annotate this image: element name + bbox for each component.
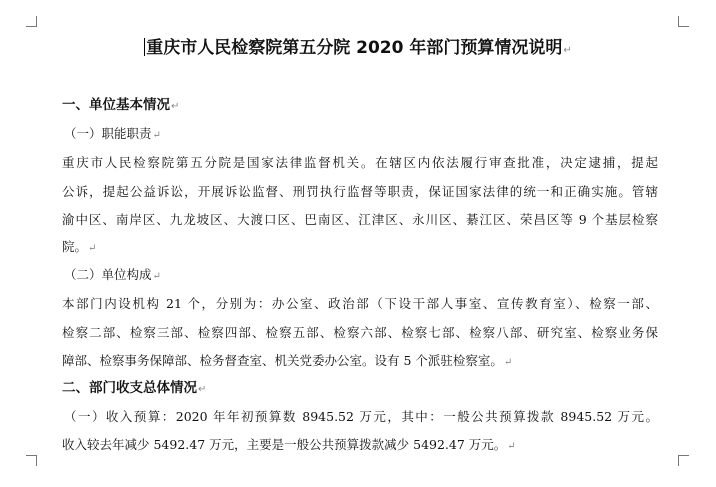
crop-mark-bottom-right xyxy=(678,455,689,466)
section-1-sub-2-heading[interactable]: （二）单位构成↵ xyxy=(64,267,161,282)
paragraph-line[interactable]: 检察二部、检察三部、检察四部、检察五部、检察六部、检察七部、检察八部、研究室、检察业务保 xyxy=(62,325,658,340)
document-title[interactable] xyxy=(0,37,716,62)
paragraph-mark-icon: ↵ xyxy=(198,384,207,395)
document-title-text[interactable]: 重庆市人民检察院第五分院 2020 年部门预算情况说明 xyxy=(146,38,563,58)
section-1-heading[interactable]: 一、单位基本情况↵ xyxy=(62,97,180,113)
paragraph-line[interactable]: 重庆市人民检察院第五分院是国家法律监督机关。在辖区内依法履行审查批准，决定逮捕，提起 xyxy=(62,155,658,170)
paragraph-mark-icon: ↵ xyxy=(563,45,572,56)
crop-mark-top-right xyxy=(678,16,689,27)
paragraph-mark-icon: ↵ xyxy=(171,101,180,112)
section-1-sub-1-heading[interactable]: （一）职能职责↵ xyxy=(64,126,161,141)
crop-mark-top-left xyxy=(26,16,37,27)
paragraph-line[interactable]: （一）收入预算：2020 年年初预算数 8945.52 万元，其中：一般公共预算拨款 8945.52 万元。 xyxy=(64,409,658,424)
paragraph-line[interactable]: 公诉，提起公益诉讼，开展诉讼监督、刑罚执行监督等职责，保证国家法律的统一和正确实施。管辖 xyxy=(62,184,658,199)
paragraph-mark-icon: ↵ xyxy=(503,357,513,368)
paragraph-line[interactable]: 收入较去年减少 5492.47 万元，主要是一般公共预算拨款减少 5492.47 万元。↵ xyxy=(62,437,516,452)
paragraph-line[interactable]: 渝中区、南岸区、九龙坡区、大渡口区、巴南区、江津区、永川区、綦江区、荣昌区等 9 个基层检察 xyxy=(62,212,658,227)
paragraph-mark-icon: ↵ xyxy=(507,441,516,452)
paragraph-mark-icon: ↵ xyxy=(88,243,97,254)
paragraph-mark-icon: ↵ xyxy=(152,130,161,141)
section-2-heading[interactable]: 二、部门收支总体情况↵ xyxy=(62,380,207,396)
crop-mark-bottom-left xyxy=(26,455,37,466)
paragraph-mark-icon: ↵ xyxy=(152,271,161,282)
paragraph-line[interactable]: 障部、检察事务保障部、检务督查室、机关党委办公室。设有 5 个派驻检察室。↵ xyxy=(62,353,513,368)
paragraph-line[interactable]: 院。↵ xyxy=(62,239,97,254)
paragraph-line[interactable]: 本部门内设机构 21 个，分别为：办公室、政治部（下设干部人事室、宣传教育室）、检察一部、 xyxy=(62,296,658,311)
